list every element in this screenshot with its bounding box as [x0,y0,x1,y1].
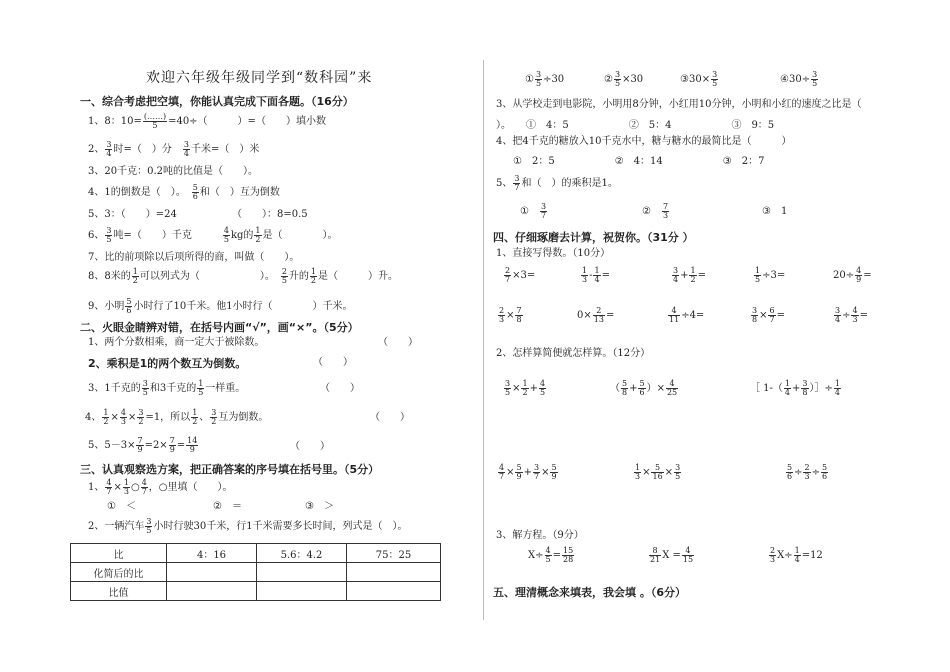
calc-r2-1: $\frac{2}{3}$ × $\frac{7}{8}$ [499,306,522,324]
section-5-heading: 五、理清概念来填表，我会填 。（6分） [493,586,686,599]
s3-q1: 1、 $\frac{4}{7}$ × $\frac{1}{3}$ ○ $\frac{4}{7}$ ，○里填（ ）。 [88,478,233,496]
s3-q1-option-2: ② ＝ [213,501,242,512]
s2-q3-mark: （ ） [320,383,360,394]
r-q2-option-3: ③30× $\frac{3}{5}$ [680,70,718,88]
table-row [71,582,441,601]
r-q2-option-1: ① $\frac{3}{5}$ ÷30 [525,70,565,88]
r-q5: 5、 $\frac{3}{7}$ 和（ ）的乘积是1。 [496,174,618,192]
calc-simplify-1: $\frac{3}{5}$ × $\frac{1}{2}$ + $\frac{4}{5}$ [505,379,546,397]
equation-3: $\frac{2}{3}$ X÷ $\frac{1}{4}$ =12 [770,546,823,564]
calc-r2-5: $\frac{3}{4}$ ÷ $\frac{4}{3}$ = [835,306,868,324]
s1-q4: 4、1的倒数是（ ）。 $\frac{5}{6}$ 和（ ）互为倒数 [88,183,280,201]
r-q2-option-4: ④30÷ $\frac{3}{5}$ [780,70,818,88]
ratio-table [70,543,441,601]
table-row [71,563,441,582]
r-q3-options: ）。 ① 4：5 ② 5：4 ③ 9：5 [496,120,775,131]
s1-q8: 8、8米的 $\frac{1}{2}$ 可以列式为（ ）。 $\frac{2}{5}$ 升的 $\frac{1}{2}$ 是（ ）升。 [88,267,399,285]
s3-q1-option-3: ③ ＞ [305,501,334,512]
s1-q7: 7、比的前项除以后项所得的商，叫做（ ）。 [88,252,300,263]
table-cell [347,582,441,601]
s2-q5-mark: （ ） [290,441,330,452]
page-title: 欢迎六年级年级同学到“数科园”来 [146,70,373,86]
table-cell: 4：16 [167,544,257,563]
s2-q1-mark: （ ） [378,337,418,348]
calc-simplify-5: $\frac{1}{3}$ × $\frac{5}{16}$ × $\frac{3}{5}$ [635,463,681,481]
section-2-heading: 二、火眼金睛辨对错，在括号内画“√”，画“×”。（5分） [80,321,359,334]
s2-q1: 1、两个分数相乘，商一定大于被除数。 [88,337,265,348]
equation-2: $\frac{8}{21}$ X = $\frac{4}{15}$ [650,546,694,564]
section-4-heading: 四、仔细琢磨去计算，祝贺你。（31分 ） [493,231,694,244]
s3-q1-option-1: ① ＜ [107,501,136,512]
r-q3: 3、从学校走到电影院，小明用8分钟，小红用10分钟，小明和小红的速度之比是（ [496,99,862,110]
s4-sub3: 3、解方程。（9分） [496,530,584,541]
s2-q5: 5、5－3× $\frac{7}{9}$ =2× $\frac{7}{9}$ = $\frac{14}{9}$ [88,436,198,454]
table-cell [257,582,347,601]
s2-q4-mark: （ ） [370,412,410,423]
s2-q3: 3、1千克的 $\frac{3}{5}$ 和3千克的 $\frac{1}{5}$ 一样重。 [88,379,246,397]
r-q4-options: ① 2：5 ② 4：14 ③ 2：7 [513,156,765,167]
s2-q2: 2、乘积是1的两个数互为倒数。 [88,357,247,370]
section-1-heading: 一、综合考虑把空填，你能认真完成下面各题。（16分） [80,95,354,108]
calc-simplify-6: $\frac{5}{6}$ ÷ $\frac{2}{3}$ ÷ $\frac{5}{6}$ [787,463,828,481]
table-cell: 5.6：4.2 [257,544,347,563]
table-cell [347,563,441,582]
s1-q2: 2、 $\frac{3}{4}$ 时=（ ）分 $\frac{3}{4}$ 千米=（ ）米 [88,140,260,158]
s1-q1: 1、8：10= $\frac{(\dots\dots)}{5}$ =40÷（ ）=（ ）填小数 [88,112,326,130]
r-q5-option-2: ② $\frac{7}{3}$ [642,202,669,220]
s4-sub1: 1、直接写得数。（10分） [496,248,611,259]
calc-simplify-3: ［ 1-（ $\frac{1}{4}$ + $\frac{3}{8}$ ）］÷ $\frac{1}{4}$ [750,379,840,397]
table-row [71,544,441,563]
column-divider [483,60,484,620]
s1-q5a: 5、3：（ ）=24 [88,209,177,220]
calc-r2-2: 0× $\frac{2}{13}$ = [577,306,615,324]
calc-r1-5: 20÷ $\frac{4}{9}$ = [833,266,872,284]
calc-simplify-4: $\frac{4}{7}$ × $\frac{5}{9}$ + $\frac{3}{7}$ × $\frac{5}{9}$ [499,463,557,481]
calc-r2-3: $\frac{4}{11}$ ÷4= [669,306,705,324]
section-3-heading: 三、认真观察选方案，把正确答案的序号填在括号里。（5分） [80,463,380,476]
s1-q6: 6、 $\frac{3}{5}$ 吨=（ ）千克 $\frac{4}{5}$ kg的 $\frac{1}{2}$ 是（ ）。 [88,226,338,244]
table-cell: 化简后的比 [71,563,167,582]
r-q4: 4、把4千克的糖放入10千克水中，糖与糖水的最简比是（ ） [496,136,792,147]
s1-q3: 3、20千克：0.2吨的比值是（ ）。 [88,166,258,177]
calc-r1-1: $\frac{2}{7}$ ×3= [505,266,536,284]
calc-r1-4: $\frac{1}{5}$ ÷3= [755,266,786,284]
s1-q9: 9、小明 $\frac{5}{6}$ 小时行了10千米。他1小时行（ ）千米。 [88,297,353,315]
s2-q2-mark: （ ） [313,357,353,368]
s2-q4: 4、 $\frac{1}{2}$ × $\frac{4}{3}$ × $\frac{3}{2}$ =1，所以 $\frac{1}{2}$ 、 $\frac{3}{2}$ 互为倒数。 [85,408,269,426]
s1-q5b: （ ）：8=0.5 [232,209,308,220]
table-cell [167,582,257,601]
calc-r1-3: $\frac{3}{4}$ + $\frac{1}{2}$ = [673,266,706,284]
equation-1: X÷ $\frac{4}{5}$ = $\frac{15}{28}$ [528,546,574,564]
r-q5-option-3: ③ 1 [762,206,788,217]
r-q2-option-2: ② $\frac{3}{5}$ ×30 [604,70,644,88]
calc-r1-2: $\frac{1}{3}$ - $\frac{1}{4}$ = [582,266,610,284]
table-cell: 比 [71,544,167,563]
table-cell: 75：25 [347,544,441,563]
table-cell [257,563,347,582]
s3-q2: 2、一辆汽车 $\frac{3}{5}$ 小时行驶30千米，行1千米需要多长时间，列式是（ ）。 [88,517,408,535]
r-q5-option-1: ① $\frac{3}{7}$ [520,202,547,220]
calc-r2-4: $\frac{3}{8}$ × $\frac{6}{7}$ = [752,306,785,324]
s4-sub2: 2、怎样算简便就怎样算。（12分） [496,348,651,359]
calc-simplify-2: （ $\frac{5}{8}$ + $\frac{5}{6}$ ）× $\frac{4}{25}$ [610,379,678,397]
table-cell [167,563,257,582]
table-cell: 比值 [71,582,167,601]
